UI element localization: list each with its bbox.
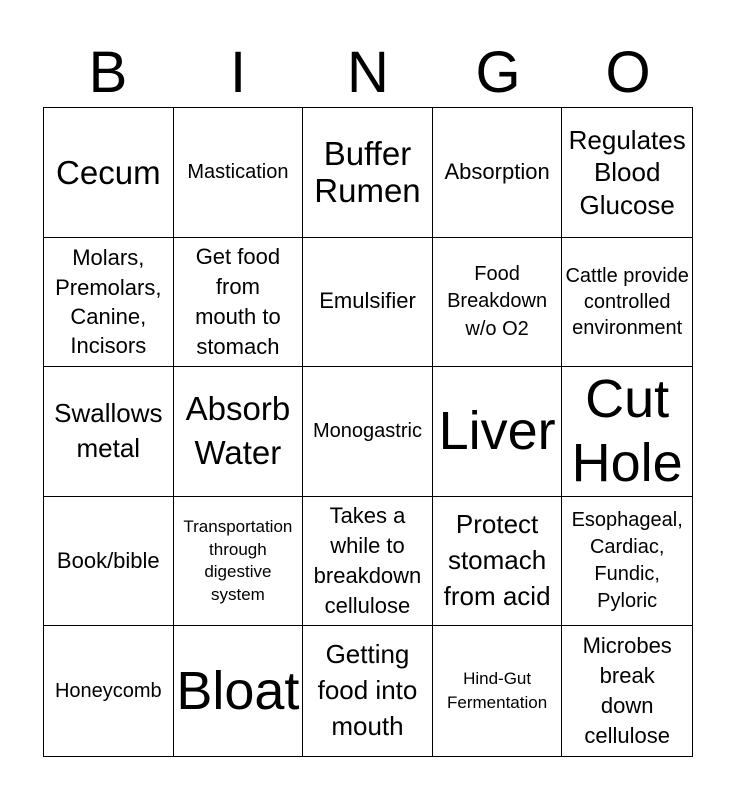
cell-text: Emulsifier [319,288,416,314]
cell-text: Monogastric [313,420,422,443]
bingo-board [43,107,693,757]
bingo-cell-r5c4[interactable] [433,626,563,756]
cell-text: Cut Hole [571,368,683,493]
bingo-cell-r1c5[interactable] [562,108,692,238]
bingo-cell-r3c1[interactable] [44,367,174,497]
cell-text: Regulates Blood Glucose [568,124,686,220]
bingo-cell-r2c2[interactable] [174,238,304,368]
header-letter-i: I [229,40,247,105]
cell-text: Get food from mouth to stomach [195,244,281,359]
cell-text: Honeycomb [54,679,162,702]
bingo-cell-r4c4[interactable] [433,497,563,627]
bingo-cell-r5c1[interactable] [44,626,174,756]
bingo-cell-r3c3[interactable] [303,367,433,497]
bingo-cell-r1c4[interactable] [433,108,563,238]
bingo-header [43,40,693,106]
cell-text: Cecum [56,153,161,191]
cell-text: Molars, Premolars, Canine, Incisors [55,245,162,359]
header-letter-o: O [605,40,651,105]
bingo-cell-r5c2[interactable] [174,626,304,756]
bingo-cell-r4c2[interactable] [174,497,304,627]
bingo-cell-r1c3[interactable] [303,108,433,238]
bingo-cell-r3c5[interactable] [562,367,692,497]
bingo-cell-r3c4[interactable] [433,367,563,497]
cell-text: Esophageal, Cardiac, Fundic, Pyloric [571,509,683,613]
cell-text: Cattle provide controlled environment [565,264,689,339]
cell-text: Protect stomach from acid [443,509,551,612]
cell-text: Liver [438,400,556,461]
bingo-cell-r2c5[interactable] [562,238,692,368]
cell-text: Getting food into mouth [317,639,418,742]
bingo-cell-r4c5[interactable] [562,497,692,627]
header-letter-b: B [88,40,128,105]
bingo-cell-r4c3[interactable] [303,497,433,627]
cell-text: Mastication [187,161,289,183]
cell-text: Food Breakdown w/o O2 [447,262,548,340]
bingo-cell-r2c3[interactable] [303,238,433,368]
cell-text: Absorption [444,158,550,184]
bingo-cell-r1c1[interactable] [44,108,174,238]
header-letter-g: G [475,40,521,105]
cell-text: Swallows metal [54,398,163,464]
cell-text: Takes a while to breakdown cellulose [313,503,422,618]
cell-text: Transportation through digestive system [183,517,293,604]
bingo-cell-r1c2[interactable] [174,108,304,238]
bingo-cell-r2c1[interactable] [44,238,174,368]
header-letter-n: N [347,40,389,105]
cell-text: Hind-Gut Fermentation [447,669,548,713]
cell-text: Buffer Rumen [314,135,421,210]
cell-text: Absorb Water [185,389,291,472]
cell-text: Microbes break down cellulose [582,633,672,749]
bingo-cell-r4c1[interactable] [44,497,174,627]
bingo-cell-r5c5[interactable] [562,626,692,756]
cell-text: Bloat [176,660,300,721]
cell-text: Book/bible [56,547,160,573]
bingo-cell-r2c4[interactable] [433,238,563,368]
bingo-cell-r5c3[interactable] [303,626,433,756]
bingo-cell-r3c2[interactable] [174,367,304,497]
